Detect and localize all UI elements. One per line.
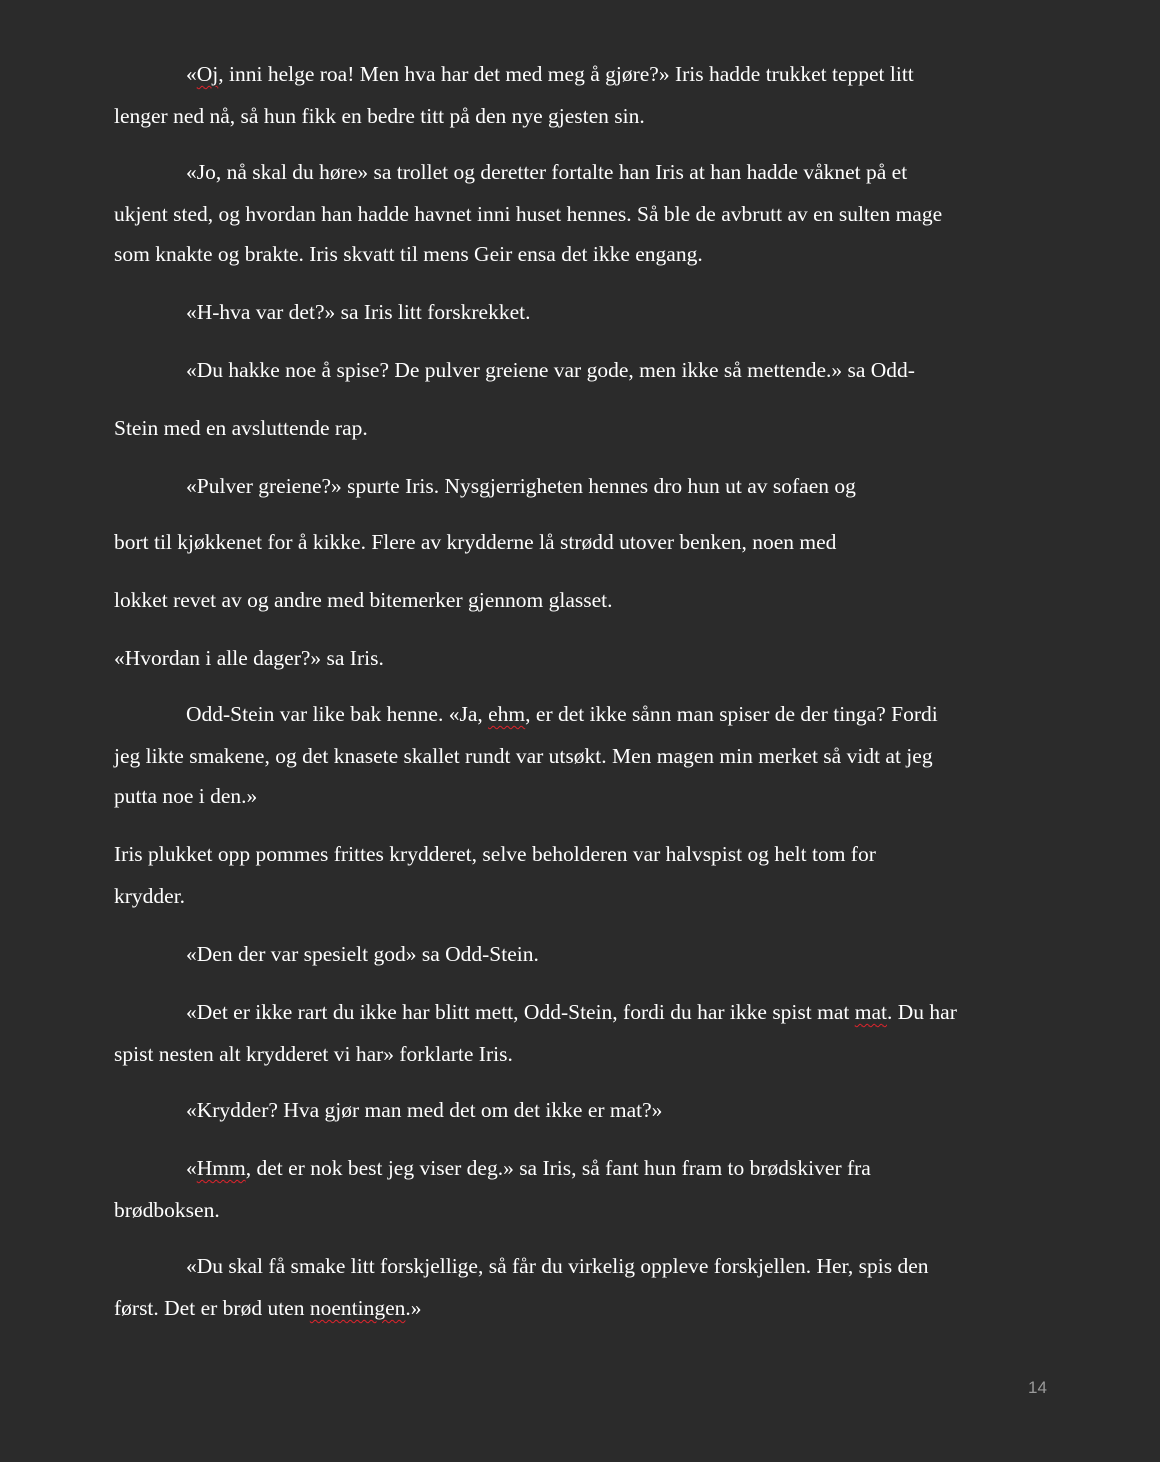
text-line: jeg likte smakene, og det knasete skallet rundt var utsøkt. Men magen min merket så vidt at jeg (114, 744, 933, 768)
text-line: «H-hva var det?» sa Iris litt forskrekket. (186, 300, 531, 324)
text-line (186, 1002, 957, 1024)
text-line: «Jo, nå skal du høre» sa trollet og deretter fortalte han Iris at han hadde våknet på et (186, 160, 908, 184)
text-line: som knakte og brakte. Iris skvatt til mens Geir ensa det ikke engang. (114, 242, 703, 266)
text-line: «Krydder? Hva gjør man med det om det ikke er mat?» (186, 1098, 663, 1122)
text-run: , det er nok best jeg viser deg.» sa Iris, så fant hun fram to brødskiver fra (245, 1156, 871, 1180)
text-line: krydder. (114, 884, 186, 908)
text-line: «Den der var spesielt god» sa Odd-Stein. (186, 942, 539, 966)
text-line: «Du skal få smake litt forskjellige, så får du virkelig oppleve forskjellen. Her, spis den (186, 1254, 929, 1278)
text-run: Odd-Stein var like bak henne. «Ja, (186, 702, 489, 726)
text-line: spist nesten alt krydderet vi har» forklarte Iris. (114, 1042, 513, 1066)
text-line (186, 1158, 871, 1180)
text-run: .» (405, 1296, 422, 1320)
text-line: «Du hakke noe å spise? De pulver greiene var gode, men ikke så mettende.» sa Odd- (186, 358, 915, 382)
misspelled-word[interactable]: mat (854, 1000, 887, 1024)
text-line: ukjent sted, og hvordan han hadde havnet inni huset hennes. Så ble de avbrutt av en sulten mage (114, 202, 943, 226)
misspelled-word[interactable]: Oj (196, 62, 219, 86)
misspelled-word[interactable]: noentingen (309, 1296, 406, 1320)
text-line: «Hvordan i alle dager?» sa Iris. (114, 646, 384, 670)
page-number: 14 (1028, 1378, 1047, 1397)
text-line: «Pulver greiene?» spurte Iris. Nysgjerrigheten hennes dro hun ut av sofaen og (186, 474, 856, 498)
text-line: Iris plukket opp pommes frittes krydderet, selve beholderen var halvspist og helt tom for (114, 842, 876, 866)
text-line (186, 704, 938, 726)
text-line: putta noe i den.» (114, 784, 258, 808)
misspelled-word[interactable]: Hmm (196, 1156, 246, 1180)
text-line (114, 1298, 422, 1320)
text-run: først. Det er brød uten (114, 1296, 310, 1320)
text-line: brødboksen. (114, 1198, 220, 1222)
text-run: « (186, 62, 197, 86)
text-line: Stein med en avsluttende rap. (114, 416, 368, 440)
misspelled-word[interactable]: ehm (488, 702, 526, 726)
text-line: bort til kjøkkenet for å kikke. Flere av krydderne lå strødd utover benken, noen med (114, 530, 837, 554)
text-line: lenger ned nå, så hun fikk en bedre titt på den nye gjesten sin. (114, 104, 645, 128)
text-run: , er det ikke sånn man spiser de der tinga? Fordi (525, 702, 938, 726)
text-line: lokket revet av og andre med bitemerker gjennom glasset. (114, 588, 613, 612)
text-run: . Du har (887, 1000, 957, 1024)
text-run: « (186, 1156, 197, 1180)
text-line (186, 64, 914, 86)
text-run: , inni helge roa! Men hva har det med meg å gjøre?» Iris hadde trukket teppet litt (218, 62, 914, 86)
text-run: «Det er ikke rart du ikke har blitt mett, Odd-Stein, fordi du har ikke spist mat (186, 1000, 855, 1024)
